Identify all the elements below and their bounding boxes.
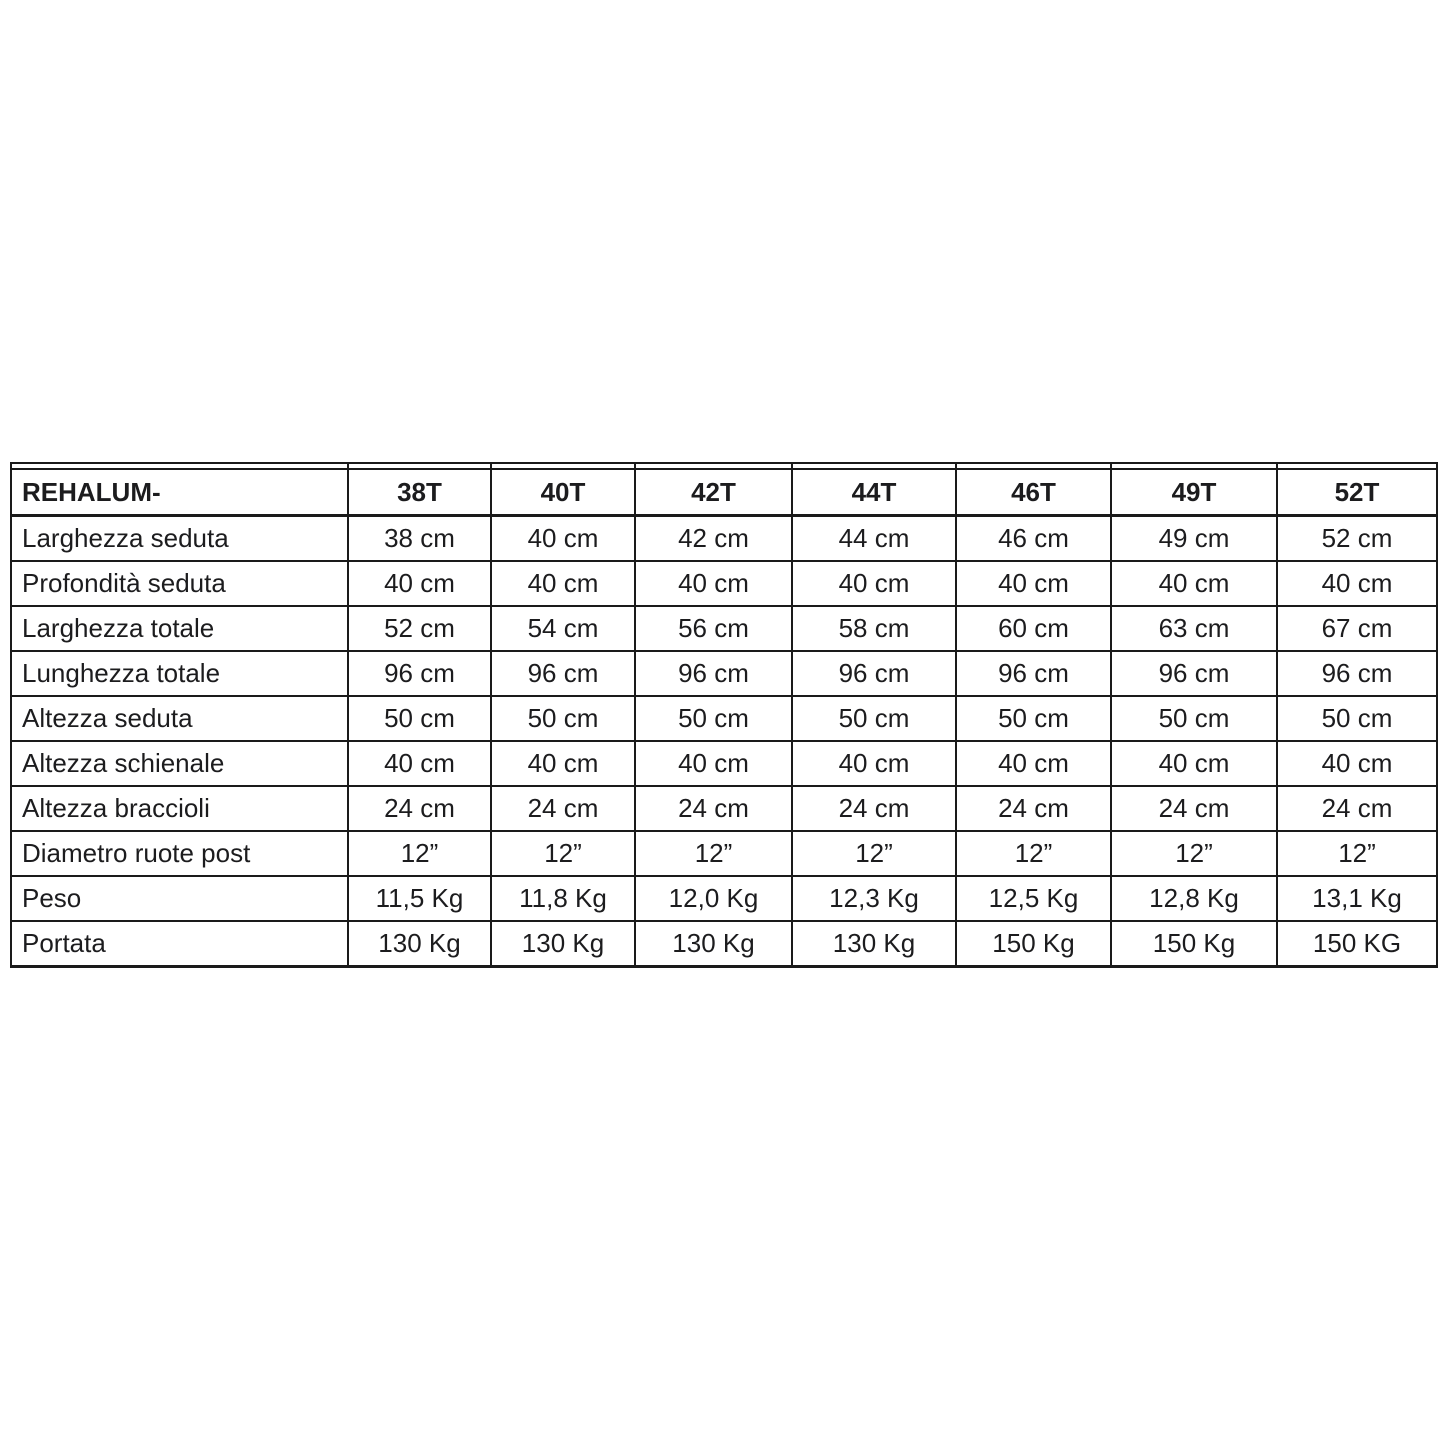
value-cell: 24 cm bbox=[1111, 786, 1277, 831]
value-cell: 130 Kg bbox=[348, 921, 491, 967]
table-row-profondita-seduta bbox=[11, 561, 1437, 606]
table-row-portata bbox=[11, 921, 1437, 967]
value-cell: 96 cm bbox=[792, 651, 956, 696]
value-cell: 49 cm bbox=[1111, 516, 1277, 562]
value-cell: 50 cm bbox=[956, 696, 1111, 741]
row-label: Portata bbox=[11, 921, 348, 967]
row-label: Larghezza totale bbox=[11, 606, 348, 651]
value-cell: 50 cm bbox=[348, 696, 491, 741]
value-cell: 24 cm bbox=[635, 786, 792, 831]
value-cell: 130 Kg bbox=[635, 921, 792, 967]
header-col-46t: 46T bbox=[956, 469, 1111, 516]
table-row-altezza-braccioli bbox=[11, 786, 1437, 831]
row-label: Diametro ruote post bbox=[11, 831, 348, 876]
value-cell: 12,3 Kg bbox=[792, 876, 956, 921]
value-cell: 150 Kg bbox=[1111, 921, 1277, 967]
header-col-38t: 38T bbox=[348, 469, 491, 516]
value-cell: 40 cm bbox=[491, 561, 635, 606]
value-cell: 130 Kg bbox=[491, 921, 635, 967]
value-cell: 11,8 Kg bbox=[491, 876, 635, 921]
value-cell: 24 cm bbox=[348, 786, 491, 831]
value-cell: 11,5 Kg bbox=[348, 876, 491, 921]
value-cell: 24 cm bbox=[1277, 786, 1437, 831]
value-cell: 52 cm bbox=[348, 606, 491, 651]
value-cell: 96 cm bbox=[491, 651, 635, 696]
value-cell: 40 cm bbox=[635, 741, 792, 786]
row-label: Profondità seduta bbox=[11, 561, 348, 606]
value-cell: 12” bbox=[792, 831, 956, 876]
value-cell: 12,0 Kg bbox=[635, 876, 792, 921]
value-cell: 42 cm bbox=[635, 516, 792, 562]
value-cell: 40 cm bbox=[635, 561, 792, 606]
value-cell: 52 cm bbox=[1277, 516, 1437, 562]
value-cell: 12,8 Kg bbox=[1111, 876, 1277, 921]
value-cell: 63 cm bbox=[1111, 606, 1277, 651]
value-cell: 130 Kg bbox=[792, 921, 956, 967]
wheelchair-spec-table bbox=[10, 462, 1438, 968]
row-label: Peso bbox=[11, 876, 348, 921]
value-cell: 40 cm bbox=[1111, 561, 1277, 606]
value-cell: 40 cm bbox=[956, 561, 1111, 606]
value-cell: 40 cm bbox=[1277, 741, 1437, 786]
header-col-44t: 44T bbox=[792, 469, 956, 516]
value-cell: 96 cm bbox=[956, 651, 1111, 696]
value-cell: 150 Kg bbox=[956, 921, 1111, 967]
value-cell: 46 cm bbox=[956, 516, 1111, 562]
value-cell: 24 cm bbox=[491, 786, 635, 831]
value-cell: 56 cm bbox=[635, 606, 792, 651]
value-cell: 40 cm bbox=[491, 741, 635, 786]
value-cell: 12” bbox=[491, 831, 635, 876]
header-col-49t: 49T bbox=[1111, 469, 1277, 516]
value-cell: 13,1 Kg bbox=[1277, 876, 1437, 921]
value-cell: 40 cm bbox=[792, 741, 956, 786]
value-cell: 96 cm bbox=[635, 651, 792, 696]
value-cell: 40 cm bbox=[348, 561, 491, 606]
value-cell: 40 cm bbox=[1277, 561, 1437, 606]
table-row-peso bbox=[11, 876, 1437, 921]
value-cell: 40 cm bbox=[956, 741, 1111, 786]
row-label: Larghezza seduta bbox=[11, 516, 348, 562]
header-model-name: REHALUM- bbox=[11, 469, 348, 516]
header-col-42t: 42T bbox=[635, 469, 792, 516]
value-cell: 60 cm bbox=[956, 606, 1111, 651]
table-row-altezza-schienale bbox=[11, 741, 1437, 786]
value-cell: 12” bbox=[1111, 831, 1277, 876]
row-label: Altezza seduta bbox=[11, 696, 348, 741]
value-cell: 12” bbox=[348, 831, 491, 876]
table-row-larghezza-totale bbox=[11, 606, 1437, 651]
table-row-altezza-seduta bbox=[11, 696, 1437, 741]
value-cell: 67 cm bbox=[1277, 606, 1437, 651]
value-cell: 96 cm bbox=[348, 651, 491, 696]
table-row-diametro-ruote-post bbox=[11, 831, 1437, 876]
table-row-lunghezza-totale bbox=[11, 651, 1437, 696]
value-cell: 96 cm bbox=[1277, 651, 1437, 696]
value-cell: 150 KG bbox=[1277, 921, 1437, 967]
value-cell: 50 cm bbox=[1277, 696, 1437, 741]
value-cell: 44 cm bbox=[792, 516, 956, 562]
value-cell: 12” bbox=[635, 831, 792, 876]
table-row-larghezza-seduta bbox=[11, 516, 1437, 562]
row-label: Altezza schienale bbox=[11, 741, 348, 786]
value-cell: 12” bbox=[956, 831, 1111, 876]
value-cell: 12” bbox=[1277, 831, 1437, 876]
row-label: Altezza braccioli bbox=[11, 786, 348, 831]
header-col-40t: 40T bbox=[491, 469, 635, 516]
value-cell: 38 cm bbox=[348, 516, 491, 562]
value-cell: 40 cm bbox=[792, 561, 956, 606]
value-cell: 40 cm bbox=[348, 741, 491, 786]
value-cell: 96 cm bbox=[1111, 651, 1277, 696]
header-col-52t: 52T bbox=[1277, 469, 1437, 516]
value-cell: 40 cm bbox=[491, 516, 635, 562]
value-cell: 58 cm bbox=[792, 606, 956, 651]
value-cell: 50 cm bbox=[1111, 696, 1277, 741]
table-header-row bbox=[11, 469, 1437, 516]
row-label: Lunghezza totale bbox=[11, 651, 348, 696]
value-cell: 50 cm bbox=[792, 696, 956, 741]
value-cell: 12,5 Kg bbox=[956, 876, 1111, 921]
value-cell: 50 cm bbox=[491, 696, 635, 741]
value-cell: 54 cm bbox=[491, 606, 635, 651]
value-cell: 40 cm bbox=[1111, 741, 1277, 786]
value-cell: 50 cm bbox=[635, 696, 792, 741]
value-cell: 24 cm bbox=[792, 786, 956, 831]
value-cell: 24 cm bbox=[956, 786, 1111, 831]
